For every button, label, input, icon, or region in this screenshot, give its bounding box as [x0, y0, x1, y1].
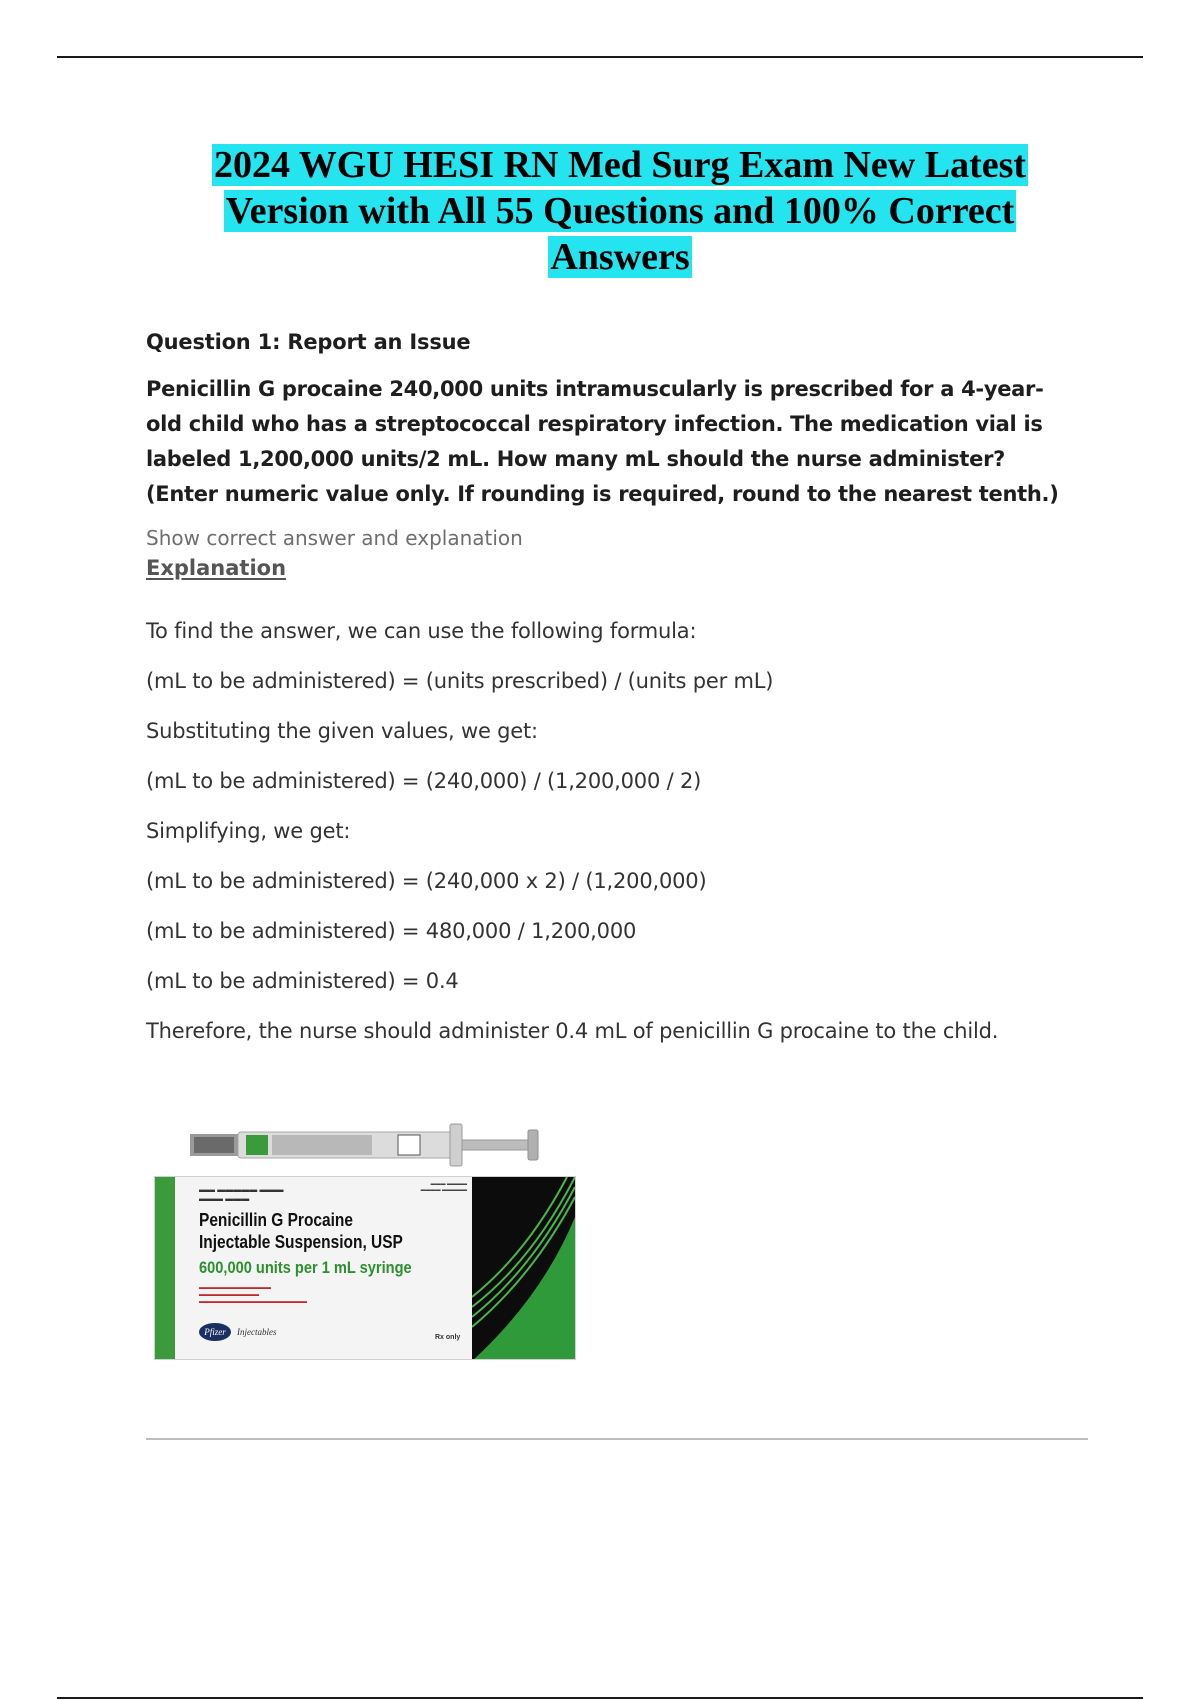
- title-line-3: Answers: [550, 236, 690, 278]
- pfizer-injectables: Injectables: [237, 1327, 277, 1337]
- section-divider: [146, 1438, 1088, 1440]
- explanation-line: (mL to be administered) = 0.4: [146, 969, 459, 993]
- question-line: Penicillin G procaine 240,000 units intramuscularly is prescribed for a 4-year-: [146, 377, 1044, 401]
- product-box: [154, 1176, 576, 1360]
- explanation-line: Simplifying, we get:: [146, 819, 351, 843]
- explanation-label: Explanation: [146, 556, 287, 580]
- title-line-1: 2024 WGU HESI RN Med Surg Exam New Latest: [213, 144, 1027, 186]
- explanation-line: Therefore, the nurse should administer 0.4 mL of penicillin G procaine to the child.: [146, 1019, 999, 1043]
- product-image: [154, 1118, 576, 1360]
- explanation-line: (mL to be administered) = (240,000) / (1,200,000 / 2): [146, 769, 702, 793]
- title-line-2: Version with All 55 Questions and 100% Correct: [225, 190, 1015, 232]
- box-stripe-panel: [472, 1177, 575, 1359]
- show-answer-link[interactable]: Show correct answer and explanation: [146, 526, 523, 550]
- box-green-strip: [155, 1177, 175, 1359]
- top-rule: [57, 56, 1143, 58]
- green-stripe-graphic: [472, 1177, 575, 1359]
- question-section: [146, 330, 1096, 1066]
- document-title: [140, 142, 1100, 280]
- rx-only-label: Rx only: [435, 1334, 461, 1341]
- question-line: labeled 1,200,000 units/2 mL. How many mL should the nurse administer?: [146, 447, 1006, 471]
- pfizer-logo: Pfizer: [199, 1323, 231, 1341]
- warning-block: ▬▬▬▬▬▬▬▬▬▬▬▬ ▬▬▬▬▬▬▬▬▬▬ ▬▬▬▬▬▬▬▬▬▬▬▬▬▬▬▬▬▬: [199, 1285, 307, 1305]
- box-fineprint: ▬▬ ▬▬▬▬▬ ▬▬▬: [199, 1185, 284, 1194]
- box-label: [199, 1185, 479, 1306]
- question-heading: Question 1: Report an Issue: [146, 330, 471, 354]
- question-body: [146, 372, 1096, 512]
- question-line: (Enter numeric value only. If rounding is required, round to the nearest tenth.): [146, 482, 1059, 506]
- pfizer-logo-block: [199, 1323, 277, 1341]
- explanation-line: To find the answer, we can use the following formula:: [146, 619, 697, 643]
- explanation-line: (mL to be administered) = (units prescribed) / (units per mL): [146, 669, 774, 693]
- question-line: old child who has a streptococcal respiratory infection. The medication vial is: [146, 412, 1043, 436]
- product-name-line-2: Injectable Suspension, USP: [199, 1232, 403, 1252]
- product-dose: 600,000 units per 1 mL syringe: [199, 1258, 412, 1277]
- explanation-line: (mL to be administered) = (240,000 x 2) / (1,200,000): [146, 869, 707, 893]
- product-name-line-1: Penicillin G Procaine: [199, 1210, 353, 1230]
- bottom-rule: [57, 1697, 1143, 1699]
- explanation-line: (mL to be administered) = 480,000 / 1,200,000: [146, 919, 637, 943]
- explanation-line: Substituting the given values, we get:: [146, 719, 538, 743]
- explanation-body: [146, 616, 1096, 1066]
- syringe-image: [188, 1118, 548, 1172]
- box-fineprint: ▬▬▬ ▬▬▬: [199, 1194, 250, 1203]
- ndc-fineprint: ▬▬▬ ▬▬▬▬ ▬▬▬▬ ▬▬▬▬▬: [420, 1181, 467, 1193]
